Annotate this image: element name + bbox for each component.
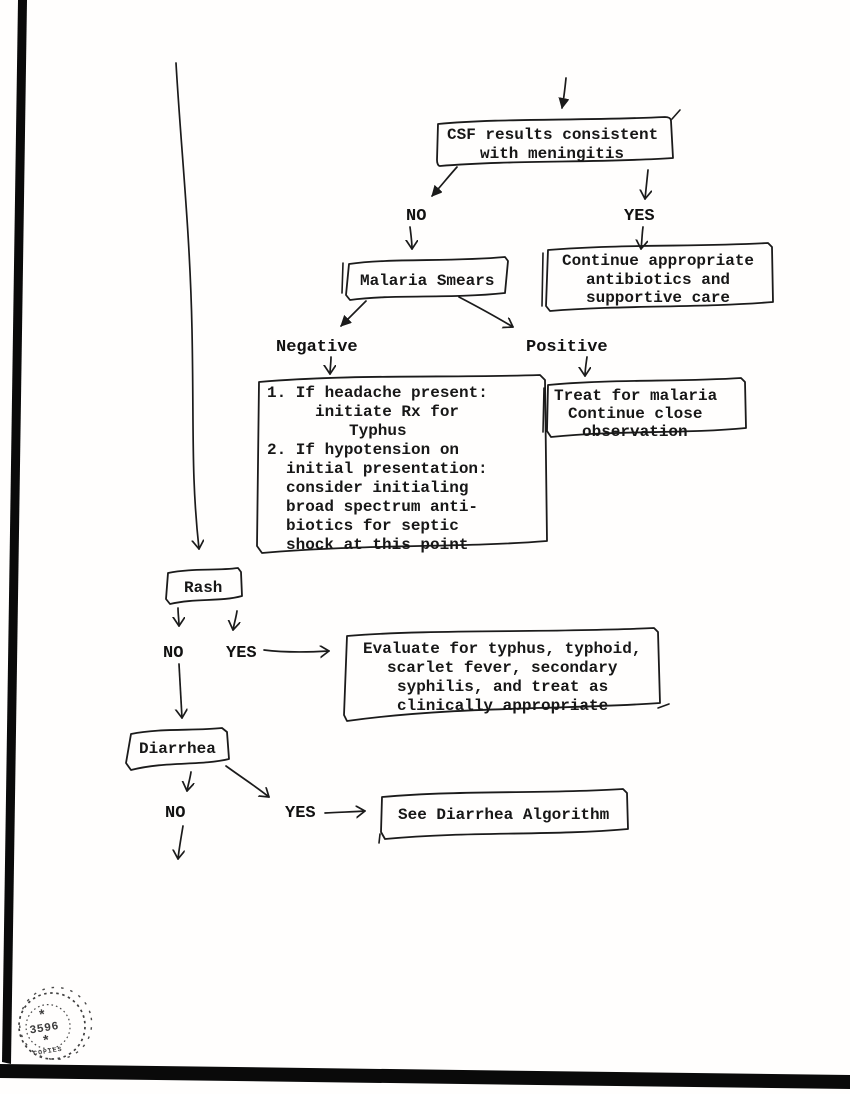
arrow-diarrheano-down <box>178 826 183 859</box>
arrow-malaria-to-positive <box>459 297 513 327</box>
long-flow-line-to-rash <box>176 63 199 549</box>
continue-box-line3: supportive care <box>586 289 731 307</box>
typhus-box-line4: 2. If hypotension on <box>267 441 460 459</box>
arrow-malaria-to-negative <box>341 301 366 326</box>
evaluate-box-line3: syphilis, and treat as <box>397 678 609 696</box>
stamp-copies-label: COPIES <box>32 1045 64 1058</box>
arrow-no-to-malaria <box>410 227 412 249</box>
copies-stamp <box>13 982 96 1065</box>
treat-box-left-tick <box>543 388 544 432</box>
arrow-no-to-diarrhea <box>179 664 182 718</box>
entry-arrow <box>562 78 566 108</box>
typhus-box-line2: initiate Rx for <box>315 403 460 421</box>
evaluate-box-line2: scarlet fever, secondary <box>387 659 618 677</box>
treat-malaria-box <box>543 378 746 441</box>
see-diarrhea-label: See Diarrhea Algorithm <box>398 806 610 824</box>
csf-yes-label: YES <box>624 207 655 226</box>
malaria-smears-label: Malaria Smears <box>360 272 495 290</box>
arrow-diarrheayes-to-see <box>325 811 365 813</box>
stamp-number: 3596 <box>28 1019 60 1038</box>
typhus-box-line8: biotics for septic <box>286 517 459 535</box>
evaluate-box-corner-tail <box>658 704 669 708</box>
csf-box-line1: CSF results consistent <box>447 126 659 144</box>
arrow-rashyes-to-evaluate <box>264 650 329 652</box>
evaluate-box <box>344 628 669 721</box>
csf-box-corner-tick <box>672 110 680 119</box>
arrow-diarrhea-yes <box>226 766 269 797</box>
rash-no-label: NO <box>163 644 184 663</box>
csf-no-label: NO <box>406 207 427 226</box>
rash-label: Rash <box>184 579 223 597</box>
typhus-box-line1: 1. If headache present: <box>267 384 488 402</box>
see-diarrhea-box <box>379 789 628 843</box>
stamp-star-top: * <box>36 1007 48 1025</box>
continue-antibiotics-box <box>542 243 773 311</box>
typhus-box-line3: Typhus <box>349 422 407 440</box>
evaluate-box-line4: clinically appropriate <box>397 697 609 715</box>
evaluate-box-line1: Evaluate for typhus, typhoid, <box>363 640 642 658</box>
bottom-page-edge <box>0 1064 850 1089</box>
continue-box-line2: antibiotics and <box>586 271 731 289</box>
see-box-left-tail <box>379 834 380 843</box>
arrow-diarrhea-no <box>187 772 191 791</box>
arrow-negative-down <box>330 357 331 374</box>
arrow-rash-no <box>178 608 179 626</box>
left-page-edge <box>2 0 27 1064</box>
malaria-box-left-tick <box>342 263 343 293</box>
malaria-smears-box <box>342 257 508 300</box>
diarrhea-yes-label: YES <box>285 804 316 823</box>
negative-label: Negative <box>276 338 358 357</box>
csf-box-line2: with meningitis <box>480 145 625 163</box>
treat-box-line3: observation <box>582 423 688 441</box>
typhus-box-line6: consider initialing <box>286 479 469 497</box>
stamp-star-bottom: * <box>41 1033 52 1051</box>
diarrhea-no-label: NO <box>165 804 186 823</box>
continue-box-left-tick <box>542 253 543 306</box>
typhus-instructions-box <box>257 375 547 554</box>
csf-box <box>437 110 680 166</box>
typhus-box-line9: shock at this point <box>286 536 469 554</box>
continue-box-line1: Continue appropriate <box>562 252 755 270</box>
treat-box-line1: Treat for malaria <box>554 387 718 405</box>
rash-box <box>166 568 242 604</box>
diarrhea-label: Diarrhea <box>139 740 216 758</box>
typhus-box-line5: initial presentation: <box>286 460 488 478</box>
arrow-positive-down <box>585 357 587 376</box>
arrow-csf-to-no <box>432 167 457 196</box>
treat-box-line2: Continue close <box>568 405 703 423</box>
positive-label: Positive <box>526 338 608 357</box>
arrow-rash-yes <box>233 611 237 630</box>
rash-yes-label: YES <box>226 644 257 663</box>
typhus-box-line7: broad spectrum anti- <box>286 498 479 516</box>
diarrhea-box <box>126 728 229 770</box>
arrow-csf-to-yes <box>645 170 648 199</box>
